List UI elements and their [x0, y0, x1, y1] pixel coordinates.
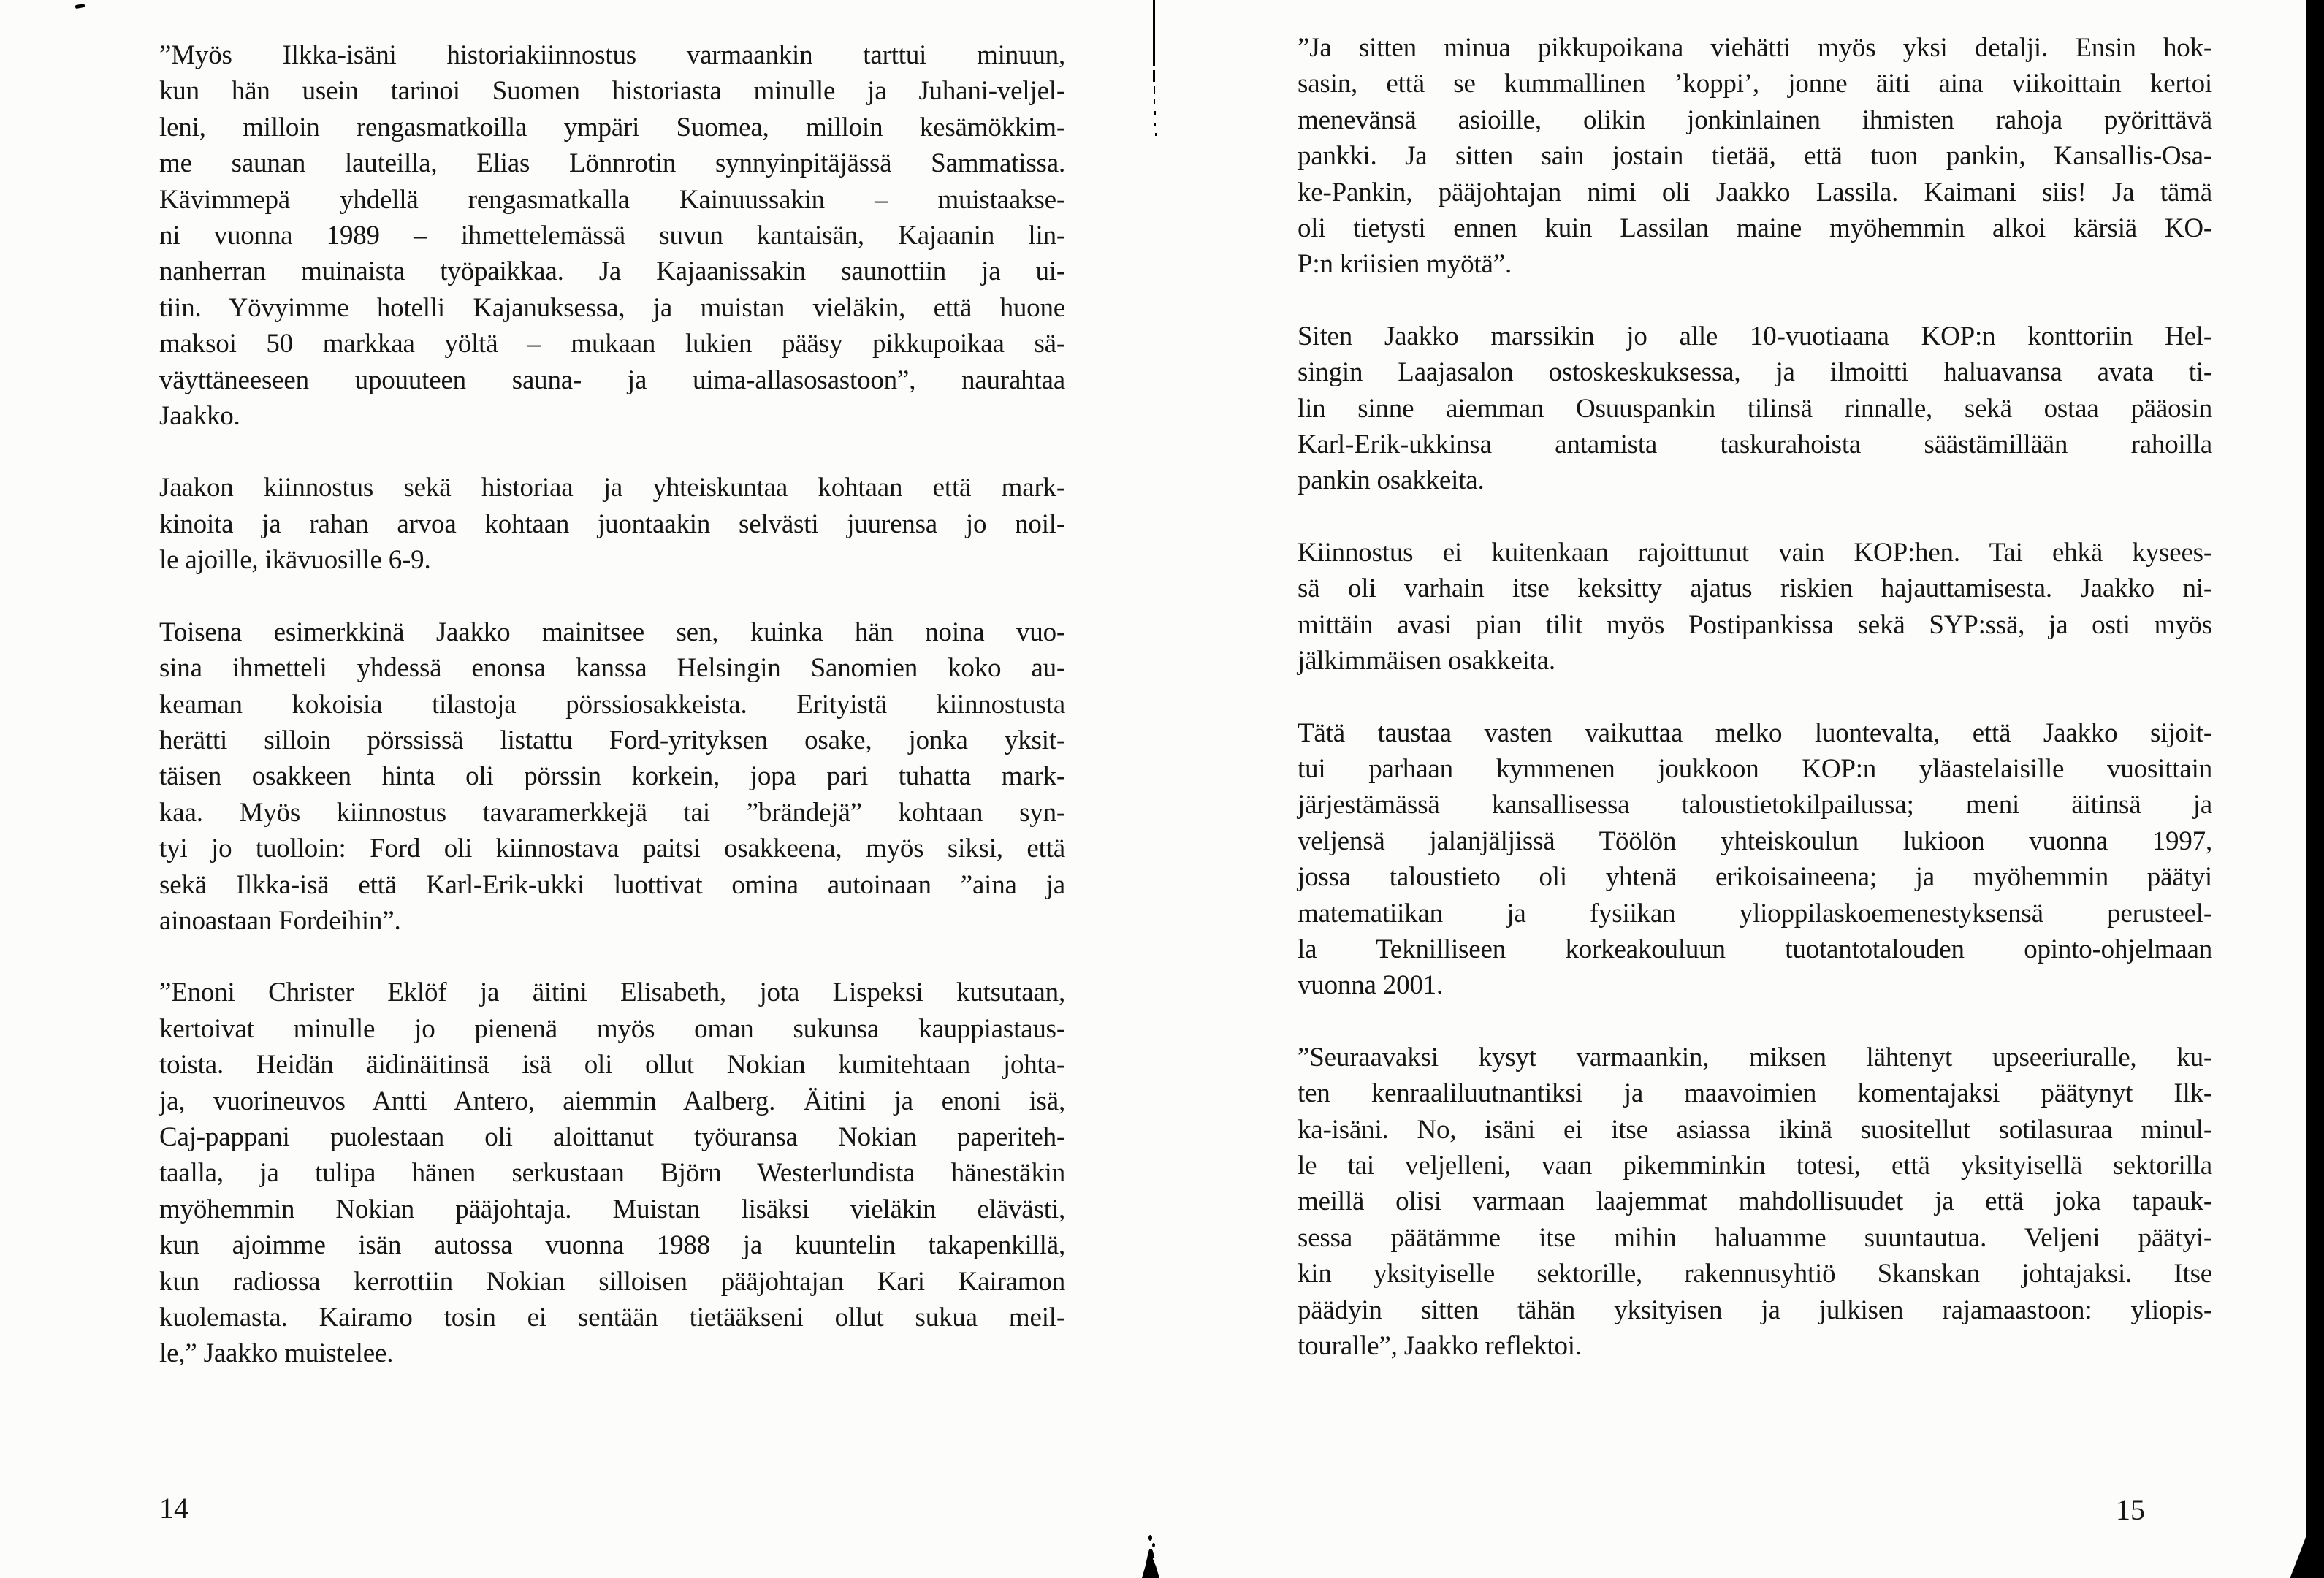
text-line: kun ajoimme isän autossa vuonna 1988 ja kuuntelin takapenkillä, — [159, 1230, 1065, 1261]
text-line: me saunan lauteilla, Elias Lönnrotin synnyinpitäjässä Sammatissa. — [159, 148, 1065, 179]
text-line: la Teknilliseen korkeakouluun tuotantotalouden opinto-ohjelmaan — [1298, 934, 2212, 964]
binding-gutter-dash — [1155, 133, 1157, 136]
binding-gutter-dash — [1154, 123, 1156, 126]
text-line: le tai veljelleni, vaan pikemminkin totesi, että yksityisellä sektorilla — [1298, 1150, 2212, 1181]
text-line: Toisena esimerkkinä Jaakko mainitsee sen, kuinka hän noina vuo- — [159, 617, 1065, 647]
text-line: Kävimmepä yhdellä rengasmatkalla Kainuussakin – muistaakse- — [159, 184, 1065, 215]
text-line: Jaakon kiinnostus sekä historiaa ja yhteiskuntaa kohtaan että mark- — [159, 473, 1065, 503]
text-line: mittäin avasi pian tilit myös Postipankissa sekä SYP:ssä, ja osti myös — [1298, 609, 2212, 640]
text-line: päädyin sitten tähän yksityisen ja julkisen rajamaastoon: yliopis- — [1298, 1295, 2212, 1325]
text-line: oli tietysti ennen kuin Lassilan maine myöhemmin alkoi kärsiä KO- — [1298, 213, 2212, 244]
left-page-text-block — [159, 37, 1065, 1372]
text-line: Tätä taustaa vasten vaikuttaa melko luontevalta, että Jaakko sijoit- — [1298, 717, 2212, 748]
text-line: meillä olisi varmaan laajemmat mahdollisuudet ja että joka tapauk- — [1298, 1186, 2212, 1217]
paragraph — [159, 975, 1065, 1371]
text-line: sekä Ilkka-isä että Karl-Erik-ukki luottivat omina autoinaan ”aina ja — [159, 869, 1065, 900]
paragraph — [159, 37, 1065, 434]
binding-gutter-dash — [1153, 70, 1155, 82]
paragraph — [159, 614, 1065, 939]
text-line: tiin. Yövyimme hotelli Kajanuksessa, ja muistan vieläkin, että huone — [159, 292, 1065, 323]
text-line: kuolemasta. Kairamo tosin ei sentään tietääkseni ollut sukua meil- — [159, 1303, 1065, 1333]
text-line: sä oli varhain itse keksitty ajatus riskien hajauttamisesta. Jaakko ni- — [1298, 573, 2212, 604]
text-line: jossa taloustieto oli yhtenä erikoisaineena; ja myöhemmin päätyi — [1298, 862, 2212, 893]
binding-gutter-line — [1153, 0, 1155, 66]
text-line: kinoita ja rahan arvoa kohtaan juontaakin selvästi juurensa jo noil- — [159, 508, 1065, 539]
text-line: ni vuonna 1989 – ihmettelemässä suvun kantaisän, Kajaanin lin- — [159, 221, 1065, 251]
text-line: toista. Heidän äidinäitinsä isä oli ollut Nokian kumitehtaan johta- — [159, 1050, 1065, 1080]
ink-speck — [1148, 1535, 1152, 1541]
text-line: ka-isäni. No, isäni ei itse asiassa ikinä suositellut sotilasuraa minul- — [1298, 1114, 2212, 1145]
text-line: kun hän usein tarinoi Suomen historiasta minulle ja Juhani-veljel- — [159, 76, 1065, 107]
left-page-number: 14 — [159, 1492, 188, 1525]
paragraph — [159, 470, 1065, 578]
binding-gutter-dash — [1154, 86, 1155, 94]
text-line: leni, milloin rengasmatkoilla ympäri Suomea, milloin kesämökkim- — [159, 112, 1065, 142]
text-line: jälkimmäisen osakkeita. — [1298, 646, 1555, 676]
text-line: sina ihmetteli yhdessä enonsa kanssa Helsingin Sanomien koko au- — [159, 653, 1065, 684]
right-page-text-block — [1298, 30, 2212, 1364]
text-line: väyttäneeseen upouuteen sauna- ja uima-allasosastoon”, naurahtaa — [159, 365, 1065, 395]
text-line: ”Ja sitten minua pikkupoikana viehätti myös yksi detalji. Ensin hok- — [1298, 33, 2212, 63]
text-line: ainoastaan Fordeihin”. — [159, 905, 401, 936]
text-line: ”Enoni Christer Eklöf ja äitini Elisabeth, jota Lispeksi kutsutaan, — [159, 977, 1065, 1008]
text-line: kun radiossa kerrottiin Nokian silloisen pääjohtajan Kari Kairamon — [159, 1266, 1065, 1297]
binding-gutter-dash — [1154, 111, 1156, 115]
paragraph — [1298, 30, 2212, 283]
text-line: järjestämässä kansallisessa taloustietokilpailussa; meni äitinsä ja — [1298, 790, 2212, 820]
scan-speck-top-left — [75, 4, 85, 9]
text-line: sasin, että se kummallinen ’koppi’, jonne äiti aina viikoittain kertoi — [1298, 69, 2212, 99]
paragraph — [1298, 319, 2212, 499]
text-line: veljensä jalanjäljissä Töölön yhteiskoulun lukioon vuonna 1997, — [1298, 826, 2212, 856]
text-line: tyi jo tuolloin: Ford oli kiinnostava paitsi osakkeena, myös siksi, että — [159, 834, 1065, 864]
paragraph — [1298, 715, 2212, 1004]
text-line: lin sinne aiemman Osuuspankin tilinsä rinnalle, sekä ostaa pääosin — [1298, 393, 2212, 424]
text-line: Siten Jaakko marssikin jo alle 10-vuotiaana KOP:n konttoriin Hel- — [1298, 321, 2212, 351]
text-line: P:n kriisien myötä”. — [1298, 249, 1512, 280]
text-line: kaa. Myös kiinnostus tavaramerkkejä tai ”brändejä” kohtaan syn- — [159, 797, 1065, 828]
text-line: touralle”, Jaakko reflektoi. — [1298, 1331, 1582, 1361]
text-line: pankki. Ja sitten sain jostain tietää, että tuon pankin, Kansallis-Osa- — [1298, 141, 2212, 172]
text-line: Jaakko. — [159, 401, 240, 432]
scan-edge-band — [2306, 0, 2324, 1578]
right-page-number: 15 — [2116, 1493, 2145, 1526]
text-line: Caj-pappani puolestaan oli aloittanut työuransa Nokian paperiteh- — [159, 1121, 1065, 1152]
paragraph — [1298, 1040, 2212, 1365]
text-line: ja, vuorineuvos Antti Antero, aiemmin Aalberg. Äitini ja enoni isä, — [159, 1086, 1065, 1116]
text-line: nanherran muinaista työpaikkaa. Ja Kajaanissakin saunottiin ja ui- — [159, 256, 1065, 287]
text-line: sessa päätämme itse mihin haluamme suuntautua. Veljeni päätyi- — [1298, 1222, 2212, 1253]
ink-blob-bottom-center — [1142, 1549, 1159, 1578]
text-line: Karl-Erik-ukkinsa antamista taskurahoista säästämillään rahoilla — [1298, 430, 2212, 460]
text-line: herätti silloin pörssissä listattu Ford-yrityksen osake, jonka yksit- — [159, 725, 1065, 755]
text-line: maksoi 50 markkaa yöltä – mukaan lukien pääsy pikkupoikaa sä- — [159, 329, 1065, 359]
binding-gutter-dash — [1154, 99, 1155, 104]
text-line: taalla, ja tulipa hänen serkustaan Björn Westerlundista hänestäkin — [159, 1158, 1065, 1189]
text-line: le,” Jaakko muistelee. — [159, 1338, 394, 1369]
ink-speck — [1152, 1543, 1155, 1547]
text-line: vuonna 2001. — [1298, 970, 1444, 1001]
text-line: ”Myös Ilkka-isäni historiakiinnostus varmaankin tarttui minuun, — [159, 40, 1065, 70]
text-line: Kiinnostus ei kuitenkaan rajoittunut vain KOP:hen. Tai ehkä kysees- — [1298, 537, 2212, 568]
text-line: kin yksityiselle sektorille, rakennusyhtiö Skanskan johtajaksi. Itse — [1298, 1259, 2212, 1289]
text-line: pankin osakkeita. — [1298, 465, 1485, 496]
text-line: singin Laajasalon ostoskeskuksessa, ja ilmoitti haluavansa avata ti- — [1298, 357, 2212, 388]
text-line: kertoivat minulle jo pienenä myös oman sukunsa kauppiastaus- — [159, 1013, 1065, 1044]
text-line: ke-Pankin, pääjohtajan nimi oli Jaakko Lassila. Kaimani siis! Ja tämä — [1298, 177, 2212, 207]
text-line: täisen osakkeen hinta oli pörssin korkein, jopa pari tuhatta mark- — [159, 761, 1065, 792]
text-line: matematiikan ja fysiikan ylioppilaskoemenestyksensä perusteel- — [1298, 898, 2212, 929]
text-line: myöhemmin Nokian pääjohtaja. Muistan lisäksi vieläkin elävästi, — [159, 1194, 1065, 1224]
text-line: keaman kokoisia tilastoja pörssiosakkeista. Erityistä kiinnostusta — [159, 689, 1065, 720]
text-line: le ajoille, ikävuosille 6-9. — [159, 545, 431, 576]
paragraph — [1298, 535, 2212, 679]
text-line: ten kenraaliluutnantiksi ja maavoimien komentajaksi päätynyt Ilk- — [1298, 1078, 2212, 1109]
text-line: tui parhaan kymmenen joukkoon KOP:n yläastelaisille vuosittain — [1298, 753, 2212, 784]
text-line: ”Seuraavaksi kysyt varmaankin, miksen lähtenyt upseeriuralle, ku- — [1298, 1042, 2212, 1072]
text-line: menevänsä asioille, olikin jonkinlainen ihmisten rahoja pyörittävä — [1298, 104, 2212, 135]
